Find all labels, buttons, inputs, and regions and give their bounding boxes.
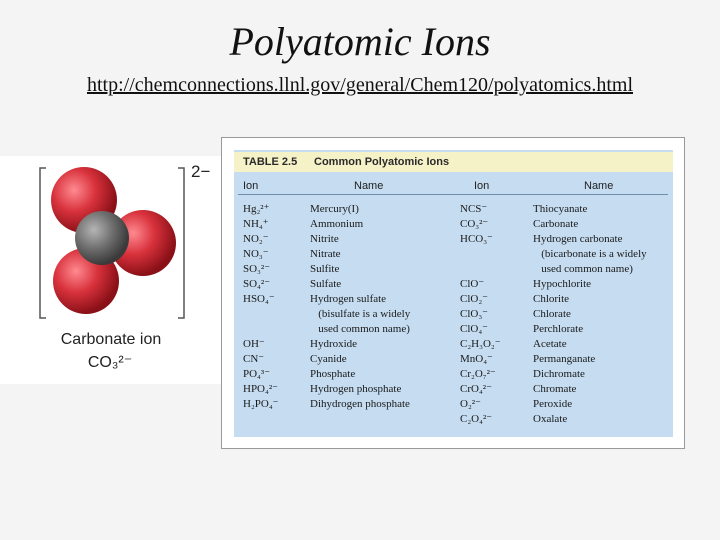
ion-formula-left-2: NO₂⁻ [243, 233, 269, 245]
ion-name-left-12: Hydrogen phosphate [310, 383, 402, 395]
ion-formula-left-4: SO₃²⁻ [243, 263, 271, 275]
ion-formula-right-9: C₂H₃O₂⁻ [460, 338, 501, 350]
table-caption [234, 152, 673, 172]
ion-name-right-3: (bicarbonate is a widely [533, 248, 647, 260]
ion-name-left-13: Dihydrogen phosphate [310, 398, 410, 410]
ion-formula-right-1: CO₃²⁻ [460, 218, 489, 230]
ion-charge: 2− [191, 162, 211, 181]
ion-name-left-9: Hydroxide [310, 338, 358, 350]
ion-formula-right-2: HCO₃⁻ [460, 233, 493, 245]
ion-name-left-6: Hydrogen sulfate [310, 293, 387, 305]
ion-name-right-8: Perchlorate [533, 323, 584, 335]
right-bracket [178, 168, 184, 318]
ion-formula-right-12: CrO₄²⁻ [460, 383, 492, 395]
ion-formula-left-9: OH⁻ [243, 338, 265, 350]
ion-name-left-8: used common name) [310, 323, 410, 335]
ion-formula-left-6: HSO₄⁻ [243, 293, 275, 305]
ion-formula-left-11: PO₄³⁻ [243, 368, 271, 380]
table-title: Common Polyatomic Ions [314, 156, 450, 168]
slide-title: Polyatomic Ions [229, 19, 491, 64]
header-ion-right: Ion [474, 180, 490, 192]
ion-name-right-6: Chlorite [533, 293, 570, 305]
ion-name-right-1: Carbonate [533, 218, 579, 230]
ion-name-left-4: Sulfite [310, 263, 340, 275]
ion-formula-left-12: HPO₄²⁻ [243, 383, 278, 395]
ion-formula-left-1: NH₄⁺ [243, 218, 269, 230]
ion-name-left-2: Nitrite [310, 233, 339, 245]
ion-formula-left-0: Hg₂²⁺ [243, 203, 270, 215]
header-rule [238, 194, 668, 195]
ion-formula-right-10: MnO₄⁻ [460, 353, 493, 365]
ion-name-right-14: Oxalate [533, 413, 568, 425]
source-link[interactable]: http://chemconnections.llnl.gov/general/Chem120/polyatomics.html [86, 74, 633, 96]
ion-formula-right-6: ClO₂⁻ [460, 293, 488, 305]
carbon-atom [75, 211, 129, 265]
ion-formula-left-13: H₂PO₄⁻ [243, 398, 279, 410]
ion-name-left-3: Nitrate [310, 248, 341, 260]
carbonate-figure [0, 156, 222, 384]
molecule-caption: Carbonate ion [60, 331, 162, 348]
left-bracket [40, 168, 46, 318]
header-name-right: Name [584, 180, 614, 192]
ion-formula-right-7: ClO₃⁻ [460, 308, 488, 320]
molecule-formula: CO₃²⁻ [87, 354, 133, 371]
ion-name-right-11: Dichromate [533, 368, 585, 380]
polyatomic-ions-table [234, 150, 673, 437]
polyatomic-table-frame [221, 137, 685, 449]
ion-name-right-7: Chlorate [533, 308, 571, 320]
ion-name-left-10: Cyanide [310, 353, 347, 365]
ion-name-right-10: Permanganate [533, 353, 596, 365]
header-ion-left: Ion [243, 180, 259, 192]
ion-formula-right-14: C₂O₄²⁻ [460, 413, 493, 425]
ion-name-right-13: Peroxide [533, 398, 573, 410]
ion-formula-left-10: CN⁻ [243, 353, 265, 365]
ion-name-left-7: (bisulfate is a widely [310, 308, 411, 320]
ion-formula-right-13: O₂²⁻ [460, 398, 481, 410]
ion-name-right-5: Hypochlorite [533, 278, 592, 290]
ion-formula-left-5: SO₄²⁻ [243, 278, 271, 290]
ion-name-right-2: Hydrogen carbonate [533, 233, 623, 245]
ion-name-left-0: Mercury(I) [310, 203, 359, 215]
table-number: TABLE 2.5 [243, 156, 298, 168]
ion-formula-right-0: NCS⁻ [460, 203, 488, 215]
ion-formula-right-11: Cr₂O₇²⁻ [460, 368, 496, 380]
ion-name-right-12: Chromate [533, 383, 577, 395]
ion-formula-right-5: ClO⁻ [460, 278, 485, 290]
carbonate-molecule-illustration [0, 156, 222, 384]
ion-name-left-11: Phosphate [310, 368, 356, 380]
ion-name-right-0: Thiocyanate [533, 203, 588, 215]
ion-name-left-5: Sulfate [310, 278, 342, 290]
ion-name-right-9: Acetate [533, 338, 567, 350]
ion-name-right-4: used common name) [533, 263, 633, 275]
ion-formula-right-8: ClO₄⁻ [460, 323, 488, 335]
header-name-left: Name [354, 180, 384, 192]
ion-name-left-1: Ammonium [310, 218, 364, 230]
ion-formula-left-3: NO₃⁻ [243, 248, 269, 260]
